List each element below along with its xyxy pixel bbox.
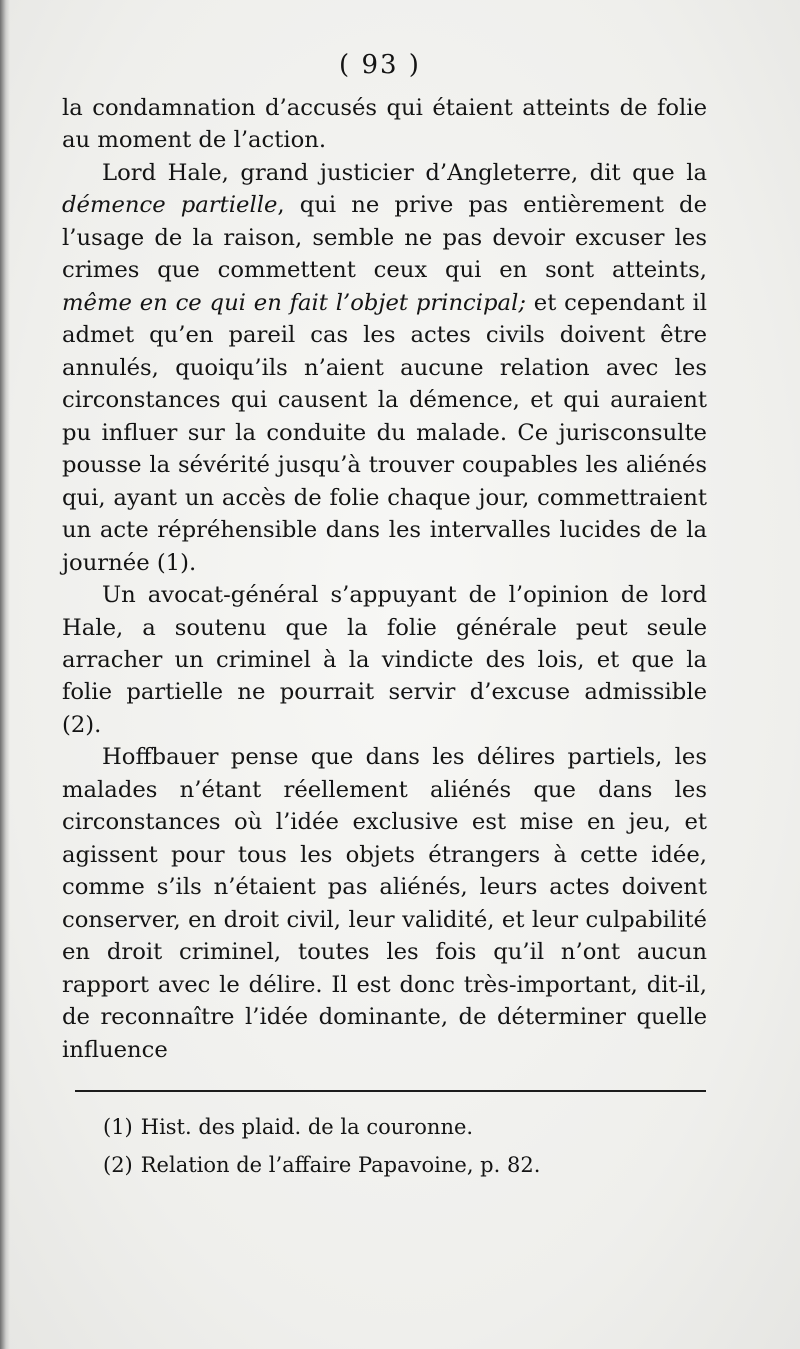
footnote-rule: [75, 1090, 706, 1092]
text-run: , qui ne prive pas entièrement de l’usage de la raison, semble ne pas devoir excuser les crimes que commettent ceux qui en sont atteints,: [62, 192, 707, 284]
page-number: ( 93 ): [339, 50, 421, 80]
paragraph-1: [62, 92, 707, 157]
footnote-2: [103, 1146, 703, 1184]
text-run: la condamnation d’accusés qui étaient atteints de folie au moment de l’action.: [62, 95, 707, 154]
text-run: Un avocat-général s’appuyant de l’opinion de lord Hale, a soutenu que la folie générale peut seule arracher un criminel à la vindicte des lois, et que la folie partielle ne pourrait servir d’excuse admissible (2).: [62, 582, 707, 738]
text-run: Hoffbauer pense que dans les délires partiels, les malades n’étant réellement aliénés que dans les circonstances où l’idée exclusive est mise en jeu, et agissent pour tous les objets étrangers à cette idée, comme s’ils n’étaient pas aliénés, leurs actes doivent conserver, en droit civil, leur validité, et leur culpabilité en droit criminel, toutes les fois qu’il n’ont aucun rapport avec le délire. Il est donc très-important, dit-il, de reconnaître l’idée dominante, de déterminer quelle influence: [62, 744, 707, 1063]
italic-run: même en ce qui en fait l’objet principal;: [62, 289, 526, 316]
footnote-mark: (1): [103, 1115, 133, 1139]
paragraph-3: [62, 579, 707, 741]
paragraph-4: [62, 741, 707, 1066]
italic-run: démence partielle: [62, 192, 278, 219]
footnotes: [103, 1108, 703, 1184]
footnote-1: [103, 1108, 703, 1146]
text-run: et cependant il admet qu’en pareil cas les actes civils doivent être annulés, quoiqu’ils n’aient aucune relation avec les circonstances qui causent la démence, et qui auraient pu influer sur la conduite du malade. Ce jurisconsulte pousse la sévérité jusqu’à trouver coupables les aliénés qui, ayant un accès de folie chaque jour, commettraient un acte répréhensible dans les intervalles lucides de la journée (1).: [62, 289, 707, 576]
text-run: Lord Hale, grand justicier d’Angleterre, dit que la: [102, 159, 707, 186]
body-text: [62, 92, 707, 1066]
page-binding-edge: [0, 0, 10, 1349]
footnote-mark: (2): [103, 1153, 133, 1177]
footnote-text: Relation de l’affaire Papavoine, p. 82.: [140, 1153, 541, 1177]
footnote-text: Hist. des plaid. de la couronne.: [140, 1115, 474, 1139]
paragraph-2: [62, 157, 707, 579]
